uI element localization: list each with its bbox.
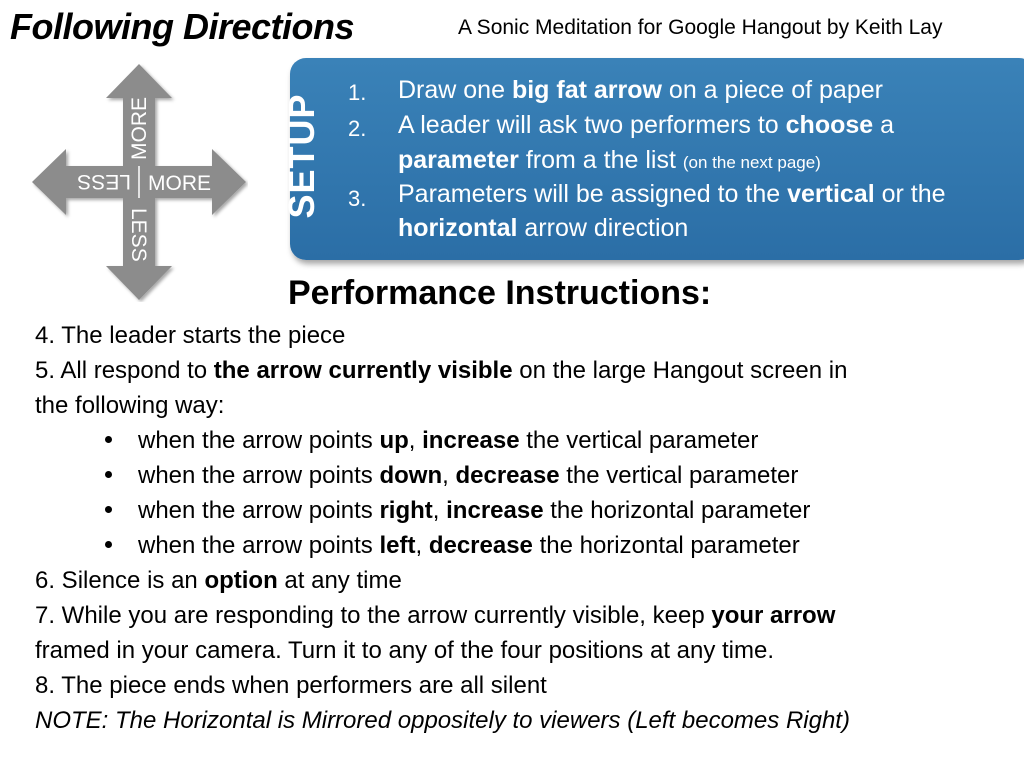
setup-item-3-line1: Parameters will be assigned to the vertical or the: [398, 180, 946, 208]
setup-num-2: 2.: [348, 116, 367, 141]
bullet-right: when the arrow points right, increase the horizontal parameter: [105, 496, 810, 526]
bullet-icon: [105, 541, 112, 548]
bullet-icon: [105, 506, 112, 513]
setup-item-2-line1: A leader will ask two performers to choose a: [398, 111, 895, 139]
performance-heading: Performance Instructions:: [288, 274, 712, 312]
setup-panel: SETUP 1. Draw one big fat arrow on a piece of paper 2. A leader will ask two performers to choose a parameter from a the list (on the next page) 3. Parameters will be assigned to the vertical or the horizontal arrow direction: [290, 58, 1024, 260]
four-way-arrow-diagram: [30, 62, 248, 302]
mirroring-note: NOTE: The Horizontal is Mirrored oppositely to viewers (Left becomes Right): [35, 707, 850, 734]
bullet-icon: [105, 471, 112, 478]
setup-item-1: Draw one big fat arrow on a piece of paper: [398, 76, 883, 104]
up-more-label: MORE: [128, 97, 151, 160]
left-less-label: LESS: [77, 170, 131, 193]
setup-num-3: 3.: [348, 186, 367, 211]
slide-subtitle: A Sonic Meditation for Google Hangout by Keith Lay: [458, 16, 943, 39]
bullet-up: when the arrow points up, increase the vertical parameter: [105, 426, 758, 456]
bullet-down: when the arrow points down, decrease the vertical parameter: [105, 461, 798, 491]
instruction-5-line1: 5. All respond to the arrow currently visible on the large Hangout screen in: [35, 357, 848, 384]
instruction-8: 8. The piece ends when performers are all silent: [35, 672, 547, 699]
instruction-6: 6. Silence is an option at any time: [35, 567, 402, 594]
bullet-icon: [105, 436, 112, 443]
down-less-label: LESS: [127, 208, 150, 262]
setup-num-1: 1.: [348, 80, 367, 105]
slide-title: Following Directions: [10, 6, 355, 47]
instruction-7-line1: 7. While you are responding to the arrow currently visible, keep your arrow: [35, 602, 836, 629]
setup-item-3-line2: horizontal arrow direction: [398, 214, 689, 242]
setup-item-2-line2: parameter from a the list (on the next page): [398, 146, 821, 174]
instruction-7-line2: framed in your camera. Turn it to any of the four positions at any time.: [35, 637, 775, 664]
right-more-label: MORE: [148, 172, 211, 195]
instruction-4: 4. The leader starts the piece: [35, 322, 346, 349]
instruction-5-line2: the following way:: [35, 392, 225, 419]
bullet-left: when the arrow points left, decrease the horizontal parameter: [105, 531, 800, 561]
